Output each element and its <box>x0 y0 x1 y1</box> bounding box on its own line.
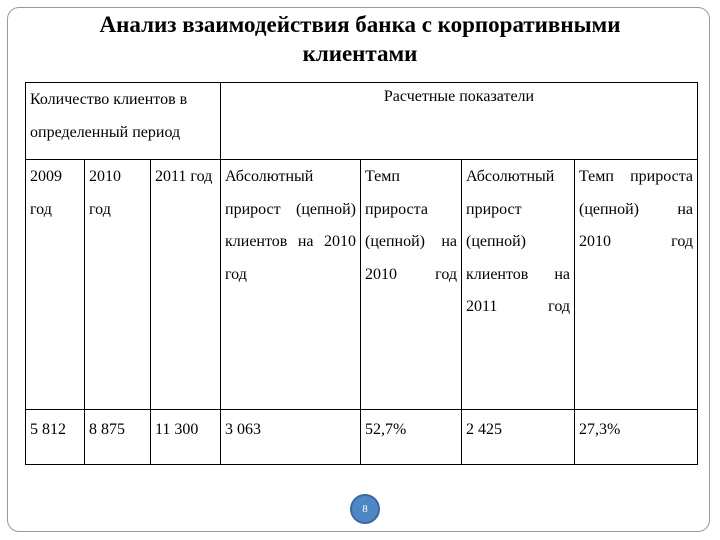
value-growth-rate-2011: 27,3% <box>575 410 698 465</box>
slide-title: Анализ взаимодействия банка с корпоративными клиентами <box>99 12 621 66</box>
col-header-2011: 2011 год <box>151 160 221 410</box>
col-header-growth-rate-2011: Темп прироста (цепной) на 2010 год <box>575 160 698 410</box>
col-header-growth-rate-2010: Темп прироста (цепной) на 2010 год <box>361 160 462 410</box>
col-header-2009: 2009 год <box>26 160 85 410</box>
value-abs-growth-2011: 2 425 <box>462 410 575 465</box>
col-header-abs-growth-2011: Абсолютный прирост (цепной) клиентов на 2011 год <box>462 160 575 410</box>
value-growth-rate-2010: 52,7% <box>361 410 462 465</box>
col-header-2010: 2010 год <box>85 160 151 410</box>
col-header-abs-growth-2010: Абсолютный прирост (цепной) клиентов на 2010 год <box>221 160 361 410</box>
header-indicators: Расчетные показатели <box>221 83 698 160</box>
page-number-badge: 8 <box>350 494 380 524</box>
header-clients-count: Количество клиентов в определенный период <box>26 83 221 160</box>
value-2009: 5 812 <box>26 410 85 465</box>
clients-table <box>25 82 698 465</box>
value-2010: 8 875 <box>85 410 151 465</box>
value-2011: 11 300 <box>151 410 221 465</box>
value-abs-growth-2010: 3 063 <box>221 410 361 465</box>
